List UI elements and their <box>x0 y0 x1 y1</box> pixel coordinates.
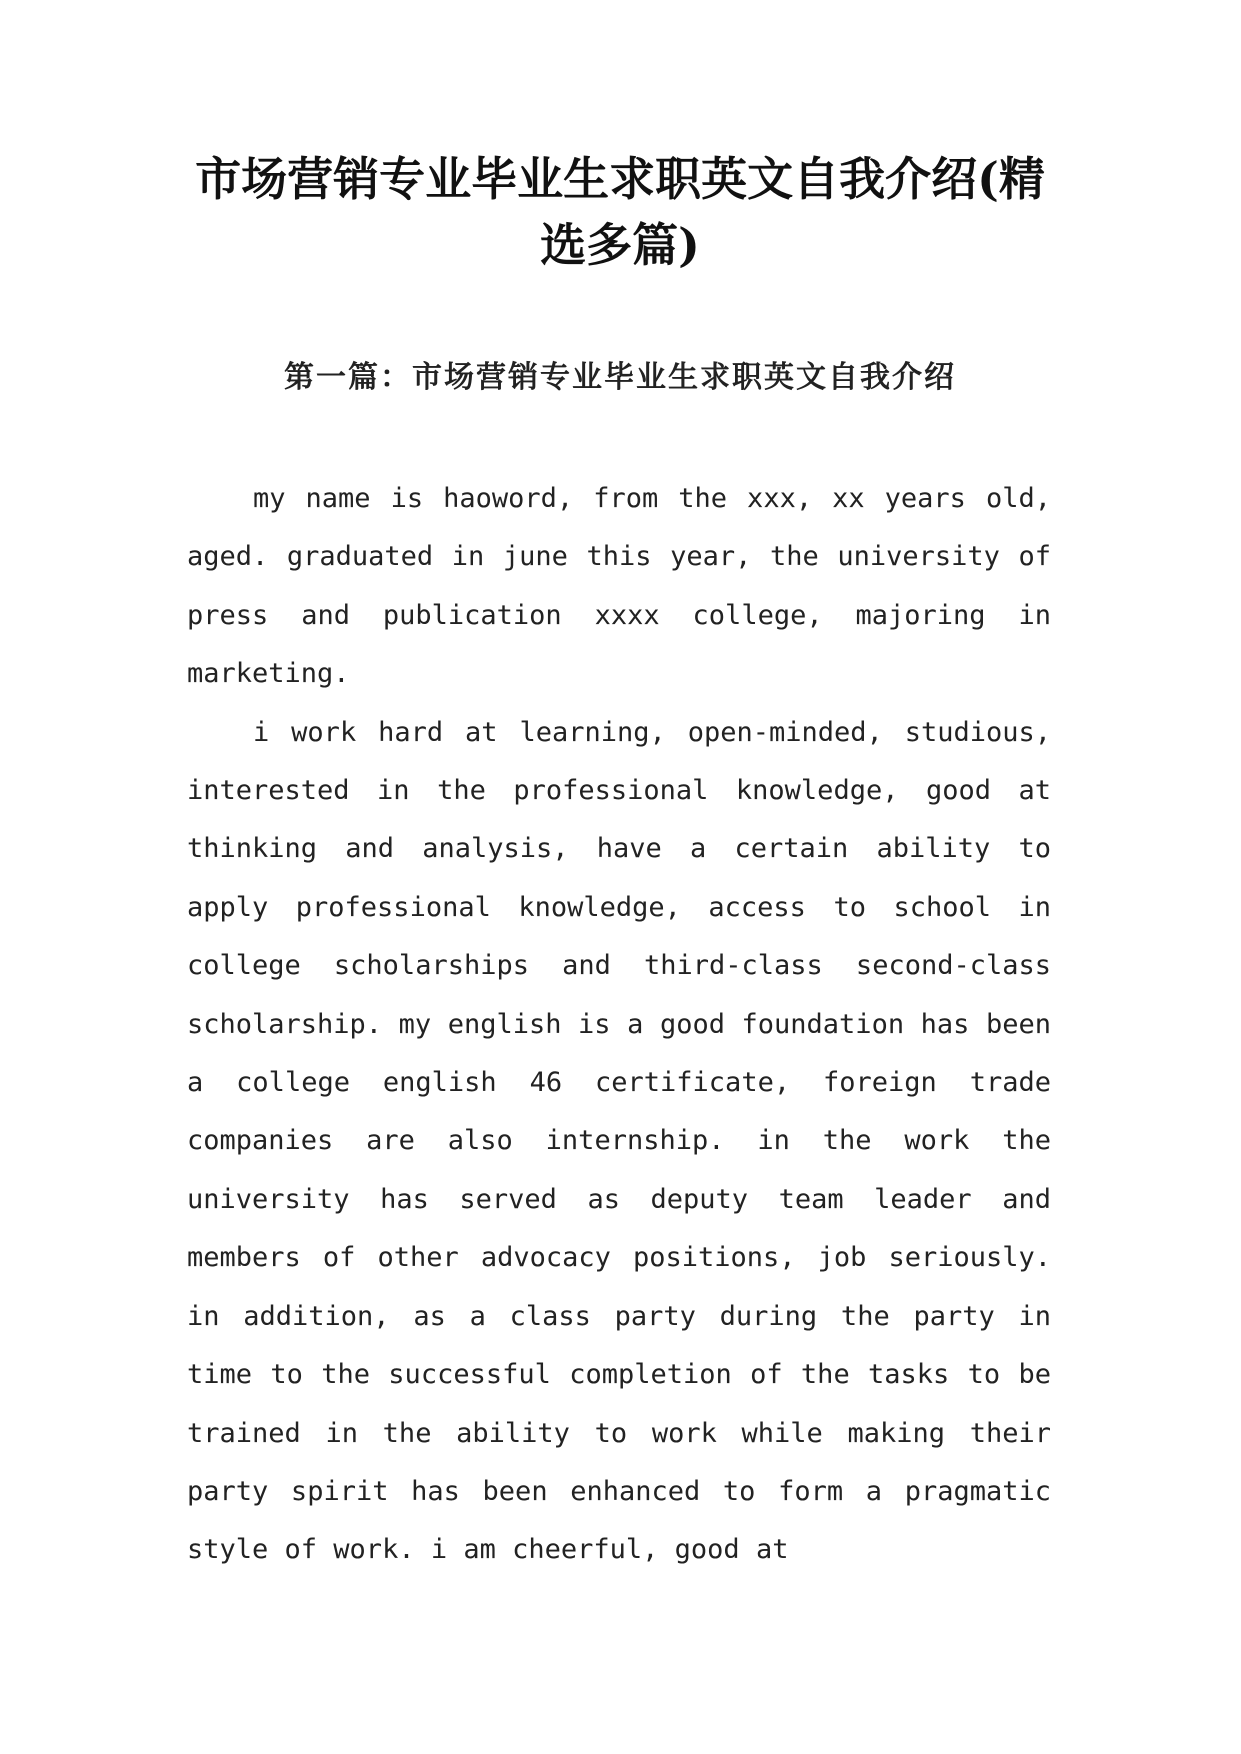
body-paragraph-2: i work hard at learning, open-minded, studious, interested in the professional knowledge, good at thinking and analysis, have a certain ability to apply professional knowledge, access to school in college scholarships and third-class second-class scholarship. my english is a good foundation has been a college english 46 certificate, foreign trade companies are also internship. in the work the university has served as deputy team leader and members of other advocacy positions, job seriously. in addition, as a class party during the party in time to the successful completion of the tasks to be trained in the ability to work while making their party spirit has been enhanced to form a pragmatic style of work. i am cheerful, good at <box>187 716 1051 1566</box>
document-body <box>187 470 1051 1580</box>
section-heading: 第一篇：市场营销专业毕业生求职英文自我介绍 <box>284 360 956 395</box>
document-title: 市场营销专业毕业生求职英文自我介绍(精选多篇) <box>195 152 1045 272</box>
body-paragraph-1: my name is haoword, from the xxx, xx years old, aged. graduated in june this year, the university of press and publication xxxx college, majoring in marketing. <box>187 483 1051 690</box>
